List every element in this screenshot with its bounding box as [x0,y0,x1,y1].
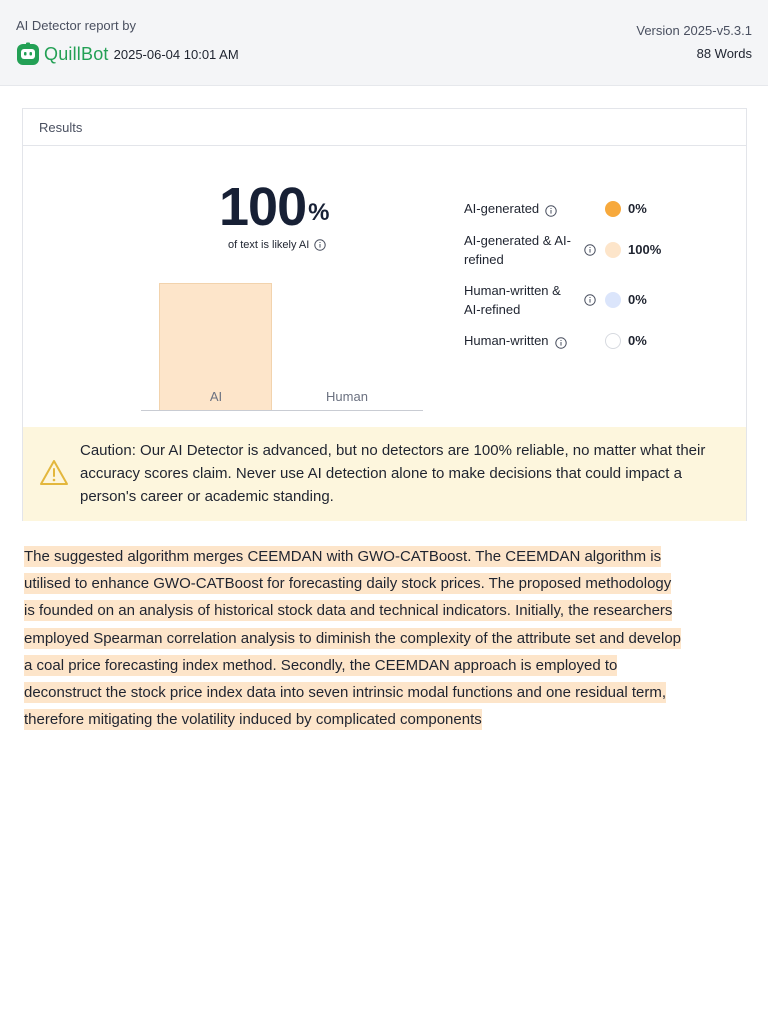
word-count: 88 Words [696,46,752,61]
ai-human-bar-chart [141,251,425,411]
warning-icon [39,459,69,487]
legend-label [464,281,561,319]
report-date: 2025-06-04 10:01 AM [113,46,239,62]
highlighted-ai-text: The suggested algorithm merges CEEMDAN with GWO-CATBoost. The CEEMDAN algorithm is utilised to enhance GWO-CATBoost for forecasting daily stock prices. The proposed methodology is founded on an analysis of historical stock data and technical indicators. Initially, the researchers employed Spearman correlation analysis to diminish the complexity of the attribute set and develop a coal price forecasting index method. Secondly, the CEEMDAN approach is employed to deconstruct the stock price index data into seven intrinsic modal functions and one residual term, therefore mitigating the volatility induced by complicated components [24,548,682,729]
version-label: Version 2025-v5.3.1 [636,23,752,38]
legend-dot [605,201,621,217]
brand-row [16,40,239,68]
legend-label-line1: Human-written [464,333,549,348]
likely-ai-text: of text is likely AI [228,239,310,251]
quillbot-logo-icon [16,42,40,66]
legend-dot [605,333,621,349]
brand-name: QuillBot [44,43,109,64]
legend-label [464,199,557,218]
legend-value: 100% [628,242,662,257]
results-title: Results [23,109,746,146]
legend-value: 0% [628,333,647,348]
ai-percentage [219,177,329,237]
report-by-label: AI Detector report by [16,18,136,33]
report-header [0,0,768,86]
legend-label-line2: refined [464,252,504,267]
info-icon[interactable] [584,293,596,305]
analyzed-text [24,543,684,733]
percent-sign: % [308,199,330,226]
x-tick-label-ai: AI [209,389,223,404]
likely-ai-caption [228,239,326,251]
info-icon[interactable] [555,335,567,347]
legend-label-line2: AI-refined [464,302,521,317]
info-icon[interactable] [314,239,326,251]
legend-value: 0% [628,201,647,216]
legend-label [464,331,567,350]
legend-value: 0% [628,292,647,307]
legend-dot [605,242,621,258]
results-card [22,108,747,521]
legend-label-line1: AI-generated & AI- [464,233,571,248]
x-tick-label-human: Human [326,389,368,404]
x-axis-line [141,410,423,411]
legend-label-line1: Human-written & [464,283,561,298]
info-icon[interactable] [584,243,596,255]
info-icon[interactable] [545,203,557,215]
caution-banner [23,427,746,521]
legend-label [464,231,571,269]
ai-percentage-value: 100 [219,177,307,237]
legend-dot [605,292,621,308]
caution-text: Caution: Our AI Detector is advanced, but no detectors are 100% reliable, no matter what their accuracy scores claim. Never use AI detection alone to make decisions that could impact a person's career or academic standing. [80,442,706,505]
legend-label-line1: AI-generated [464,201,540,216]
